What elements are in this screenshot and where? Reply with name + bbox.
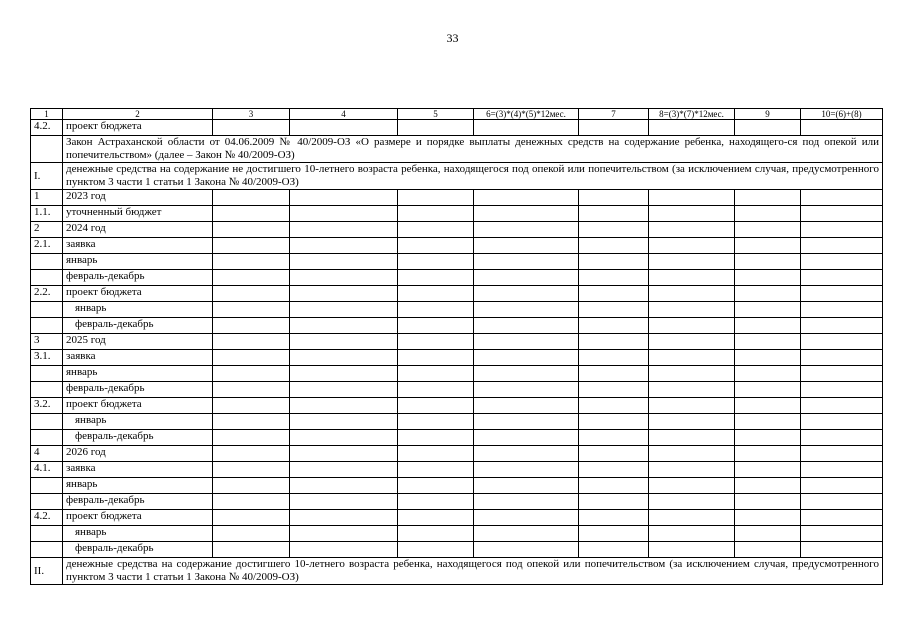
row-label: январь bbox=[63, 302, 213, 318]
table-cell bbox=[579, 334, 649, 350]
table-cell bbox=[649, 462, 735, 478]
table-cell bbox=[290, 270, 398, 286]
table-cell bbox=[801, 222, 883, 238]
table-cell bbox=[398, 542, 474, 558]
row-number: 2 bbox=[31, 222, 63, 238]
table-cell bbox=[474, 382, 579, 398]
row-label: январь bbox=[63, 478, 213, 494]
table-cell bbox=[801, 414, 883, 430]
table-cell bbox=[649, 478, 735, 494]
column-header: 5 bbox=[398, 109, 474, 120]
table-cell bbox=[213, 270, 290, 286]
table-cell bbox=[474, 120, 579, 136]
table-cell bbox=[290, 120, 398, 136]
table-cell bbox=[735, 350, 801, 366]
table-cell bbox=[290, 334, 398, 350]
table-cell bbox=[474, 286, 579, 302]
table-cell bbox=[649, 382, 735, 398]
column-header: 7 bbox=[579, 109, 649, 120]
table-cell bbox=[801, 270, 883, 286]
table-cell bbox=[801, 478, 883, 494]
table-cell bbox=[579, 222, 649, 238]
table-row bbox=[31, 382, 883, 398]
row-label: январь bbox=[63, 254, 213, 270]
table-cell bbox=[474, 494, 579, 510]
table-cell bbox=[735, 414, 801, 430]
table-cell bbox=[474, 398, 579, 414]
table-cell bbox=[735, 318, 801, 334]
table-cell bbox=[649, 318, 735, 334]
table-cell bbox=[801, 254, 883, 270]
table-cell bbox=[474, 478, 579, 494]
table-row bbox=[31, 286, 883, 302]
row-number bbox=[31, 526, 63, 542]
row-number: 4.2. bbox=[31, 510, 63, 526]
table-cell bbox=[398, 206, 474, 222]
table-cell bbox=[213, 430, 290, 446]
table-cell bbox=[398, 254, 474, 270]
table-cell bbox=[474, 206, 579, 222]
table-cell bbox=[290, 398, 398, 414]
table-cell bbox=[213, 398, 290, 414]
table-cell bbox=[801, 334, 883, 350]
table-cell bbox=[735, 238, 801, 254]
table-row bbox=[31, 366, 883, 382]
table-cell bbox=[474, 350, 579, 366]
table-cell bbox=[398, 334, 474, 350]
row-number bbox=[31, 302, 63, 318]
table-row bbox=[31, 478, 883, 494]
table-cell bbox=[474, 302, 579, 318]
table-cell bbox=[579, 478, 649, 494]
row-number: 1 bbox=[31, 190, 63, 206]
table-cell bbox=[213, 190, 290, 206]
table-cell bbox=[398, 398, 474, 414]
table-cell bbox=[735, 286, 801, 302]
table-cell bbox=[213, 206, 290, 222]
table-cell bbox=[474, 270, 579, 286]
table-cell bbox=[801, 302, 883, 318]
table-cell bbox=[290, 238, 398, 254]
table-cell bbox=[735, 494, 801, 510]
table-cell bbox=[649, 366, 735, 382]
column-header: 6=(3)*(4)*(5)*12мес. bbox=[474, 109, 579, 120]
table-cell bbox=[735, 302, 801, 318]
row-number bbox=[31, 136, 63, 163]
table-cell bbox=[398, 238, 474, 254]
table-cell bbox=[213, 254, 290, 270]
table-cell bbox=[290, 318, 398, 334]
table-cell bbox=[579, 446, 649, 462]
row-label: проект бюджета bbox=[63, 120, 213, 136]
table-cell bbox=[649, 270, 735, 286]
row-number: 4.2. bbox=[31, 120, 63, 136]
table-cell bbox=[398, 478, 474, 494]
table-cell bbox=[290, 526, 398, 542]
table-row bbox=[31, 302, 883, 318]
column-header: 4 bbox=[290, 109, 398, 120]
table-cell bbox=[290, 222, 398, 238]
column-header: 10=(6)+(8) bbox=[801, 109, 883, 120]
table-cell bbox=[801, 510, 883, 526]
table-row bbox=[31, 414, 883, 430]
table-cell bbox=[735, 206, 801, 222]
table-cell bbox=[213, 302, 290, 318]
row-number: 3 bbox=[31, 334, 63, 350]
table-row bbox=[31, 120, 883, 136]
row-label: февраль-декабрь bbox=[63, 270, 213, 286]
table-cell bbox=[649, 398, 735, 414]
table-cell bbox=[398, 286, 474, 302]
section-text: денежные средства на содержание достигшего 10-летнего возраста ребенка, находящегося под опекой или попечительством (за исключением случая, предусмотренного пунктом 3 части 1 статьи 1 Закона № 40/2009-ОЗ) bbox=[63, 558, 883, 585]
table-row bbox=[31, 254, 883, 270]
row-number: 2.1. bbox=[31, 238, 63, 254]
table-cell bbox=[649, 430, 735, 446]
table-cell bbox=[735, 526, 801, 542]
table-cell bbox=[735, 190, 801, 206]
table-row bbox=[31, 446, 883, 462]
table-cell bbox=[801, 542, 883, 558]
row-number bbox=[31, 382, 63, 398]
table-cell bbox=[290, 510, 398, 526]
table-cell bbox=[649, 286, 735, 302]
table-cell bbox=[649, 414, 735, 430]
table-cell bbox=[579, 318, 649, 334]
table-row bbox=[31, 430, 883, 446]
row-number bbox=[31, 318, 63, 334]
table-cell bbox=[579, 206, 649, 222]
table-cell bbox=[649, 494, 735, 510]
table-cell bbox=[213, 462, 290, 478]
row-label: заявка bbox=[63, 462, 213, 478]
row-label: уточненный бюджет bbox=[63, 206, 213, 222]
table-row bbox=[31, 526, 883, 542]
table-row bbox=[31, 542, 883, 558]
table-cell bbox=[801, 350, 883, 366]
table-cell bbox=[213, 478, 290, 494]
row-number: II. bbox=[31, 558, 63, 585]
table-cell bbox=[579, 366, 649, 382]
table-cell bbox=[474, 414, 579, 430]
table-cell bbox=[398, 366, 474, 382]
table-cell bbox=[290, 206, 398, 222]
row-number: 2.2. bbox=[31, 286, 63, 302]
table-cell bbox=[290, 430, 398, 446]
table-cell bbox=[290, 446, 398, 462]
table-row bbox=[31, 206, 883, 222]
row-label: январь bbox=[63, 414, 213, 430]
table-cell bbox=[398, 270, 474, 286]
table-cell bbox=[735, 120, 801, 136]
table-cell bbox=[579, 414, 649, 430]
budget-table bbox=[30, 108, 883, 585]
table-cell bbox=[649, 206, 735, 222]
table-cell bbox=[579, 238, 649, 254]
table-cell bbox=[290, 494, 398, 510]
table-cell bbox=[290, 462, 398, 478]
table-cell bbox=[290, 366, 398, 382]
row-label: январь bbox=[63, 526, 213, 542]
row-number bbox=[31, 414, 63, 430]
table-cell bbox=[398, 222, 474, 238]
table-cell bbox=[474, 526, 579, 542]
table-cell bbox=[579, 462, 649, 478]
table-cell bbox=[649, 334, 735, 350]
row-label: 2025 год bbox=[63, 334, 213, 350]
row-label: 2026 год bbox=[63, 446, 213, 462]
table-cell bbox=[649, 120, 735, 136]
table-row bbox=[31, 222, 883, 238]
table-cell bbox=[801, 430, 883, 446]
row-number bbox=[31, 494, 63, 510]
table-row bbox=[31, 398, 883, 414]
table-cell bbox=[290, 414, 398, 430]
table-cell bbox=[579, 382, 649, 398]
header-row bbox=[31, 109, 883, 120]
table-row bbox=[31, 462, 883, 478]
table-cell bbox=[579, 254, 649, 270]
table-cell bbox=[801, 318, 883, 334]
row-label: проект бюджета bbox=[63, 286, 213, 302]
table-cell bbox=[735, 430, 801, 446]
page-number: 33 bbox=[446, 31, 459, 45]
table-cell bbox=[801, 206, 883, 222]
table-cell bbox=[735, 478, 801, 494]
table-cell bbox=[579, 494, 649, 510]
table-cell bbox=[735, 542, 801, 558]
table-cell bbox=[649, 302, 735, 318]
row-number bbox=[31, 478, 63, 494]
table-cell bbox=[735, 366, 801, 382]
table-cell bbox=[801, 382, 883, 398]
table-cell bbox=[290, 254, 398, 270]
table-cell bbox=[801, 366, 883, 382]
table-cell bbox=[290, 286, 398, 302]
row-label: февраль-декабрь bbox=[63, 382, 213, 398]
section-row bbox=[31, 558, 883, 585]
table-cell bbox=[649, 350, 735, 366]
table-cell bbox=[474, 542, 579, 558]
table-cell bbox=[474, 334, 579, 350]
column-header: 9 bbox=[735, 109, 801, 120]
section-row bbox=[31, 136, 883, 163]
row-label: январь bbox=[63, 366, 213, 382]
table-row bbox=[31, 318, 883, 334]
table-cell bbox=[801, 120, 883, 136]
row-label: 2023 год bbox=[63, 190, 213, 206]
table-cell bbox=[801, 286, 883, 302]
table-cell bbox=[649, 190, 735, 206]
table-cell bbox=[213, 542, 290, 558]
table-cell bbox=[474, 222, 579, 238]
table-cell bbox=[398, 318, 474, 334]
table-cell bbox=[579, 286, 649, 302]
table-cell bbox=[649, 222, 735, 238]
table-cell bbox=[801, 238, 883, 254]
table-cell bbox=[290, 302, 398, 318]
table-cell bbox=[398, 446, 474, 462]
table-cell bbox=[801, 462, 883, 478]
table-cell bbox=[290, 350, 398, 366]
table-cell bbox=[735, 382, 801, 398]
table-cell bbox=[290, 190, 398, 206]
table-cell bbox=[649, 446, 735, 462]
row-number bbox=[31, 270, 63, 286]
table-cell bbox=[398, 510, 474, 526]
table-cell bbox=[579, 120, 649, 136]
table-cell bbox=[213, 318, 290, 334]
table-cell bbox=[579, 190, 649, 206]
row-label: февраль-декабрь bbox=[63, 318, 213, 334]
column-header: 8=(3)*(7)*12мес. bbox=[649, 109, 735, 120]
column-header: 3 bbox=[213, 109, 290, 120]
table-cell bbox=[801, 494, 883, 510]
table-cell bbox=[649, 510, 735, 526]
table-cell bbox=[213, 350, 290, 366]
table-row bbox=[31, 270, 883, 286]
table-cell bbox=[474, 446, 579, 462]
table-cell bbox=[213, 382, 290, 398]
table-cell bbox=[474, 190, 579, 206]
table-cell bbox=[649, 542, 735, 558]
table-body bbox=[31, 109, 883, 585]
table-cell bbox=[474, 238, 579, 254]
table-cell bbox=[801, 526, 883, 542]
table-cell bbox=[474, 254, 579, 270]
table-cell bbox=[579, 398, 649, 414]
row-label: заявка bbox=[63, 350, 213, 366]
row-label: февраль-декабрь bbox=[63, 494, 213, 510]
table-cell bbox=[213, 120, 290, 136]
row-number: I. bbox=[31, 163, 63, 190]
table-row bbox=[31, 494, 883, 510]
table-cell bbox=[213, 366, 290, 382]
row-number: 4 bbox=[31, 446, 63, 462]
table-cell bbox=[579, 526, 649, 542]
row-number bbox=[31, 254, 63, 270]
table-cell bbox=[649, 238, 735, 254]
table-cell bbox=[801, 398, 883, 414]
row-label: заявка bbox=[63, 238, 213, 254]
row-label: проект бюджета bbox=[63, 398, 213, 414]
table-cell bbox=[579, 270, 649, 286]
column-header: 2 bbox=[63, 109, 213, 120]
table-cell bbox=[735, 334, 801, 350]
row-number bbox=[31, 366, 63, 382]
table-cell bbox=[213, 238, 290, 254]
table-cell bbox=[579, 430, 649, 446]
table-cell bbox=[579, 510, 649, 526]
table-cell bbox=[213, 414, 290, 430]
table-cell bbox=[474, 430, 579, 446]
row-number: 3.1. bbox=[31, 350, 63, 366]
table-cell bbox=[290, 478, 398, 494]
table-cell bbox=[579, 302, 649, 318]
table-cell bbox=[213, 446, 290, 462]
row-number: 1.1. bbox=[31, 206, 63, 222]
section-text: Закон Астраханской области от 04.06.2009 № 40/2009-ОЗ «О размере и порядке выплаты денежных средств на содержание ребенка, находящего-ся под опекой или попечительством» (далее – Закон № 40/2009-ОЗ) bbox=[63, 136, 883, 163]
table-cell bbox=[398, 414, 474, 430]
table-row bbox=[31, 190, 883, 206]
table-row bbox=[31, 334, 883, 350]
table-cell bbox=[398, 302, 474, 318]
table-cell bbox=[213, 222, 290, 238]
table-cell bbox=[649, 254, 735, 270]
table-cell bbox=[398, 430, 474, 446]
table-cell bbox=[474, 366, 579, 382]
table-cell bbox=[649, 526, 735, 542]
table-cell bbox=[398, 526, 474, 542]
row-number bbox=[31, 542, 63, 558]
table-row bbox=[31, 238, 883, 254]
table-cell bbox=[735, 446, 801, 462]
row-label: февраль-декабрь bbox=[63, 430, 213, 446]
table-cell bbox=[474, 510, 579, 526]
row-label: 2024 год bbox=[63, 222, 213, 238]
table-cell bbox=[579, 350, 649, 366]
table-cell bbox=[735, 510, 801, 526]
table-row bbox=[31, 510, 883, 526]
table-cell bbox=[213, 286, 290, 302]
table-cell bbox=[474, 318, 579, 334]
table-cell bbox=[213, 334, 290, 350]
row-label: февраль-декабрь bbox=[63, 542, 213, 558]
section-text: денежные средства на содержание не достигшего 10-летнего возраста ребенка, находящегося под опекой или попечительством (за исключением случая, предусмотренного пунктом 3 части 1 статьи 1 Закона № 40/2009-ОЗ) bbox=[63, 163, 883, 190]
table-cell bbox=[290, 542, 398, 558]
table-cell bbox=[735, 462, 801, 478]
column-header: 1 bbox=[31, 109, 63, 120]
table-cell bbox=[735, 222, 801, 238]
table-cell bbox=[735, 398, 801, 414]
table-cell bbox=[398, 462, 474, 478]
table-cell bbox=[213, 510, 290, 526]
row-number: 4.1. bbox=[31, 462, 63, 478]
table-row bbox=[31, 350, 883, 366]
table-cell bbox=[735, 270, 801, 286]
table-cell bbox=[398, 350, 474, 366]
row-label: проект бюджета bbox=[63, 510, 213, 526]
table-cell bbox=[213, 526, 290, 542]
table-cell bbox=[398, 120, 474, 136]
table-cell bbox=[398, 382, 474, 398]
table-cell bbox=[474, 462, 579, 478]
row-number bbox=[31, 430, 63, 446]
table-cell bbox=[398, 494, 474, 510]
table-cell bbox=[290, 382, 398, 398]
table-cell bbox=[579, 542, 649, 558]
table-cell bbox=[735, 254, 801, 270]
section-row bbox=[31, 163, 883, 190]
table-cell bbox=[801, 190, 883, 206]
row-number: 3.2. bbox=[31, 398, 63, 414]
table-cell bbox=[213, 494, 290, 510]
table-cell bbox=[398, 190, 474, 206]
table-cell bbox=[801, 446, 883, 462]
